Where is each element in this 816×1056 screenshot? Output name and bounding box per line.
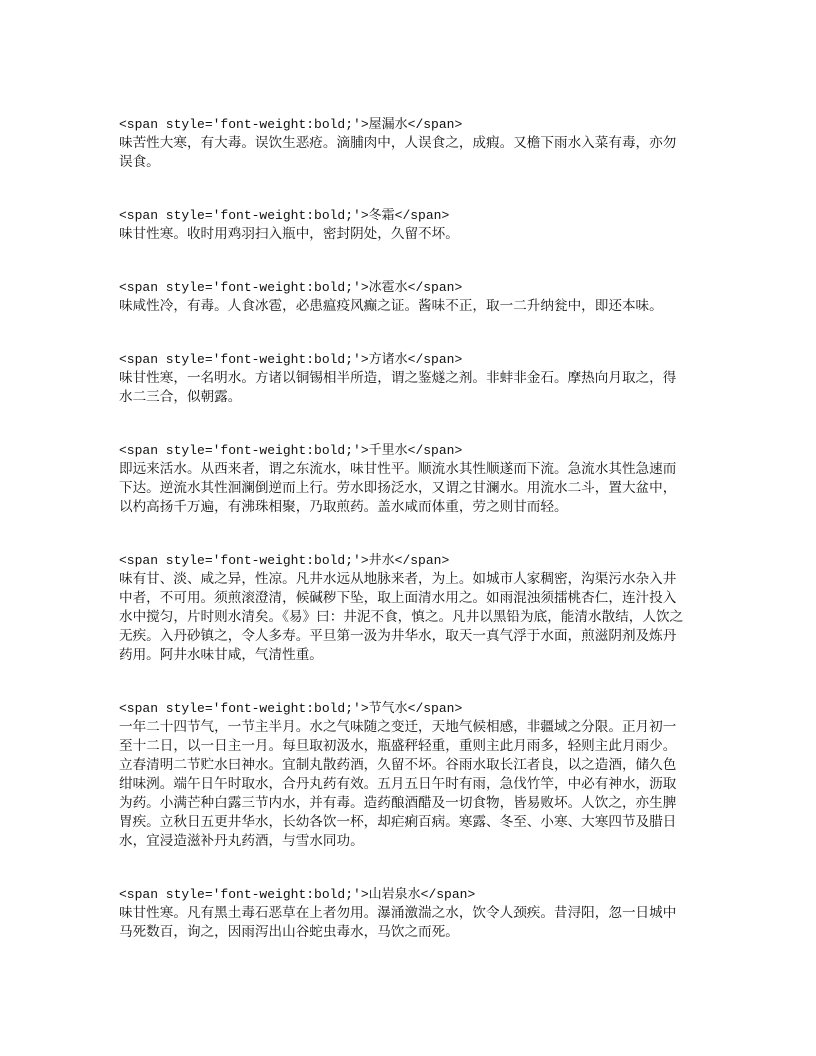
entry-text-line: 至十二日，以一日主一月。每旦取初汲水，瓶盛秤轻重，重则主此月雨多，轻则主此月雨少。 [119, 738, 677, 754]
document-body [119, 115, 709, 976]
entry-heading: <span style='font-weight:bold;'>方诸水</span> [119, 352, 463, 367]
entry [119, 115, 709, 172]
entry [119, 885, 709, 942]
entry-text-line: 水二三合，似朝露。 [119, 389, 242, 405]
entry-heading: <span style='font-weight:bold;'>屋漏水</span> [119, 117, 463, 132]
entry-text-line: 无疾。入丹砂镇之，令人多寿。平旦第一汲为井华水，取天一真气浮于水面，煎滋阴剂及炼丹 [119, 628, 677, 644]
entry-text-line: 水中搅匀，片时则水清矣。《易》曰：井泥不食，慎之。凡井以黑铅为底，能清水散结，人饮之 [119, 609, 684, 625]
entry-text-line: 绀味洌。端午日午时取水，合丹丸药有效。五月五日午时有雨，急伐竹竿，中必有神水，沥取 [119, 776, 677, 792]
entry-text-line: 以杓高扬千万遍，有沸珠相聚，乃取煎药。盖水咸而体重，劳之则甘而轻。 [119, 499, 568, 515]
entry-text-line: 立春清明二节贮水曰神水。宜制丸散药酒，久留不坏。谷雨水取长江者良，以之造酒，储久色 [119, 757, 677, 773]
entry-text-line: 中者，不可用。须煎滚澄清，候碱秽下坠，取上面清水用之。如雨混浊须擂桃杏仁，连汁投入 [119, 590, 677, 606]
entry-text-line: 水，宜浸造滋补丹丸药酒，与雪水同功。 [119, 833, 364, 849]
entry-text-line: 味苦性大寒，有大毒。误饮生恶疮。滴脯肉中，人误食之，成瘕。又檐下雨水入菜有毒，亦勿 [119, 135, 677, 151]
entry-heading: <span style='font-weight:bold;'>千里水</span> [119, 443, 463, 458]
entry-text-line: 下达。逆流水其性洄澜倒逆而上行。劳水即扬泛水，又谓之甘澜水。用流水二斗，置大盆中， [119, 480, 677, 496]
entry-heading: <span style='font-weight:bold;'>井水</span> [119, 553, 450, 568]
entry [119, 441, 709, 517]
entry [119, 350, 709, 407]
entry [119, 278, 709, 316]
entry-text-line: 味甘性寒。凡有黑土毒石恶草在上者勿用。瀑涌激湍之水，饮令人颈疾。昔浔阳，忽一日城中 [119, 905, 677, 921]
entry-text-line: 为药。小满芒种白露三节内水，并有毒。造药酿酒醋及一切食物，皆易败坏。人饮之，亦生脾 [119, 795, 677, 811]
entry-heading: <span style='font-weight:bold;'>节气水</span> [119, 701, 463, 716]
entry-heading: <span style='font-weight:bold;'>冬霜</span> [119, 208, 450, 223]
entry-text-line: 味甘性寒，一名明水。方诸以铜锡相半所造，谓之鉴燧之剂。非蚌非金石。摩热向月取之，得 [119, 370, 677, 386]
entry [119, 206, 709, 244]
entry-text-line: 味咸性冷，有毒。人食冰雹，必患瘟疫风癫之证。酱味不正，取一二升纳瓮中，即还本味。 [119, 298, 663, 314]
entry-heading: <span style='font-weight:bold;'>山岩泉水</span> [119, 887, 476, 902]
entry-text-line: 一年二十四节气，一节主半月。水之气味随之变迁，天地气候相感，非疆域之分限。正月初一 [119, 719, 677, 735]
entry-text-line: 误食。 [119, 154, 160, 170]
entry-text-line: 胃疾。立秋日五更井华水，长幼各饮一杯，却疟痢百病。寒露、冬至、小寒、大寒四节及腊日 [119, 814, 677, 830]
entry-text-line: 马死数百，询之，因雨泻出山谷蛇虫毒水，马饮之而死。 [119, 924, 459, 940]
entry-text-line: 药用。阿井水味甘咸，气清性重。 [119, 647, 323, 663]
entry [119, 551, 709, 665]
entry-text-line: 味有甘、淡、咸之异，性凉。凡井水远从地脉来者，为上。如城市人家稠密，沟渠污水杂入井 [119, 571, 677, 587]
entry-text-line: 味甘性寒。收时用鸡羽扫入瓶中，密封阴处，久留不坏。 [119, 226, 459, 242]
entry-heading: <span style='font-weight:bold;'>冰雹水</span> [119, 280, 463, 295]
entry-text-line: 即远来活水。从西来者，谓之东流水，味甘性平。顺流水其性顺遂而下流。急流水其性急速而 [119, 461, 677, 477]
entry [119, 699, 709, 851]
